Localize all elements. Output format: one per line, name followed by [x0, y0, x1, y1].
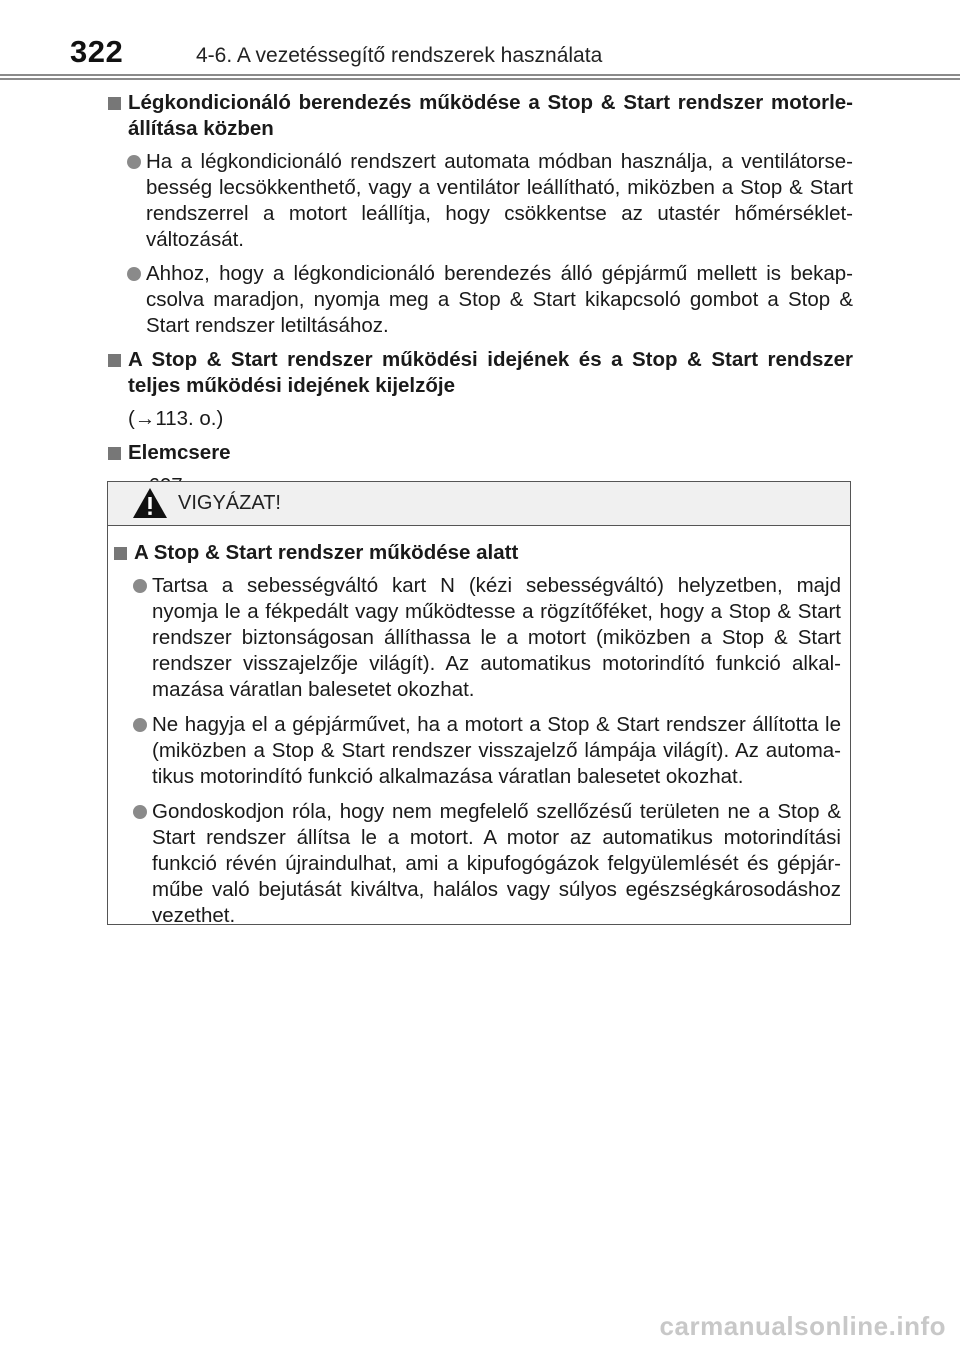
- warning-header: [108, 482, 850, 526]
- list-item: [114, 573, 841, 703]
- round-bullet-icon: [127, 267, 141, 281]
- round-bullet-icon: [133, 718, 147, 732]
- header-divider: [0, 74, 960, 80]
- square-bullet-icon: [108, 354, 121, 367]
- warning-triangle-icon: [132, 487, 168, 519]
- list-item-text: Tartsa a sebességváltó kart N (kézi sebességváltó) helyzetben, majd nyomja le a fékpedált vagy működtesse a rögzítőféket, hogy a Stop & Start rendszer biztonságosan állíthassa le a motort (miközben a Stop & Start rendszer visszajelzője világít). Az automatikus motorindító funkció alkal-mazása váratlan balesetet okozhat.: [152, 574, 841, 701]
- round-bullet-icon: [133, 805, 147, 819]
- section-heading-text: Elemcsere: [128, 441, 231, 464]
- square-bullet-icon: [108, 97, 121, 110]
- warning-title: VIGYÁZAT!: [178, 492, 281, 514]
- page-header: [0, 0, 960, 80]
- warning-section-heading: [114, 540, 841, 566]
- warning-body: [108, 540, 850, 938]
- section-heading-text: Légkondicionáló berendezés működése a Stop & Start rendszer motorle-állítása közben: [128, 91, 853, 140]
- round-bullet-icon: [127, 155, 141, 169]
- section-heading-ac: [108, 90, 853, 142]
- section-heading-text: A Stop & Start rendszer működési idejének és a Stop & Start rendszer teljes működési idejének kijelzője: [128, 348, 853, 397]
- square-bullet-icon: [108, 447, 121, 460]
- section-heading-battery: [108, 440, 853, 466]
- page-reference-link[interactable]: (→113. o.): [128, 407, 224, 430]
- warning-box: [107, 481, 851, 925]
- list-item-text: Ahhoz, hogy a légkondicionáló berendezés álló gépjármű mellett is bekap-csolva maradjon, nyomja meg a Stop & Start kikapcsoló gombot a Stop & Start rendszer letiltásához.: [146, 262, 853, 337]
- list-item-text: Gondoskodjon róla, hogy nem megfelelő szellőzésű területen ne a Stop & Start rendszer állítsa le a motort. A motor az automatikus motorindítási funkció révén újraindulhat, ami a kipufogógázok felgyülemlését és gépjár-műbe való bejutását kiváltva, halálos vagy súlyos egészségkárosodáshoz vezethet.: [152, 800, 841, 927]
- list-item: [114, 712, 841, 790]
- section-heading-text: A Stop & Start rendszer működése alatt: [134, 541, 519, 564]
- square-bullet-icon: [114, 547, 127, 560]
- list-item: [108, 261, 853, 339]
- section-heading-display: [108, 347, 853, 399]
- list-item-text: Ne hagyja el a gépjárművet, ha a motort a Stop & Start rendszer állította le (miközben a Stop & Start rendszer visszajelző lámpája világít). Az automa-tikus motorindító funkció alkalmazása váratlan balesetet okozhat.: [152, 713, 841, 788]
- page-number: 322: [70, 34, 124, 69]
- list-item-text: Ha a légkondicionáló rendszert automata módban használja, a ventilátorse-besség lecsökkenthető, vagy a ventilátor leállítható, miközben a Stop & Start rendszerrel a motort leállítja, hogy csökkentse az utastér hőmérséklet-változását.: [146, 150, 853, 251]
- round-bullet-icon: [133, 579, 147, 593]
- list-item: [114, 799, 841, 929]
- chapter-title: 4-6. A vezetéssegítő rendszerek használata: [196, 44, 603, 67]
- watermark: carmanualsonline.info: [659, 1311, 946, 1341]
- list-item: [108, 149, 853, 253]
- main-content: [108, 90, 853, 507]
